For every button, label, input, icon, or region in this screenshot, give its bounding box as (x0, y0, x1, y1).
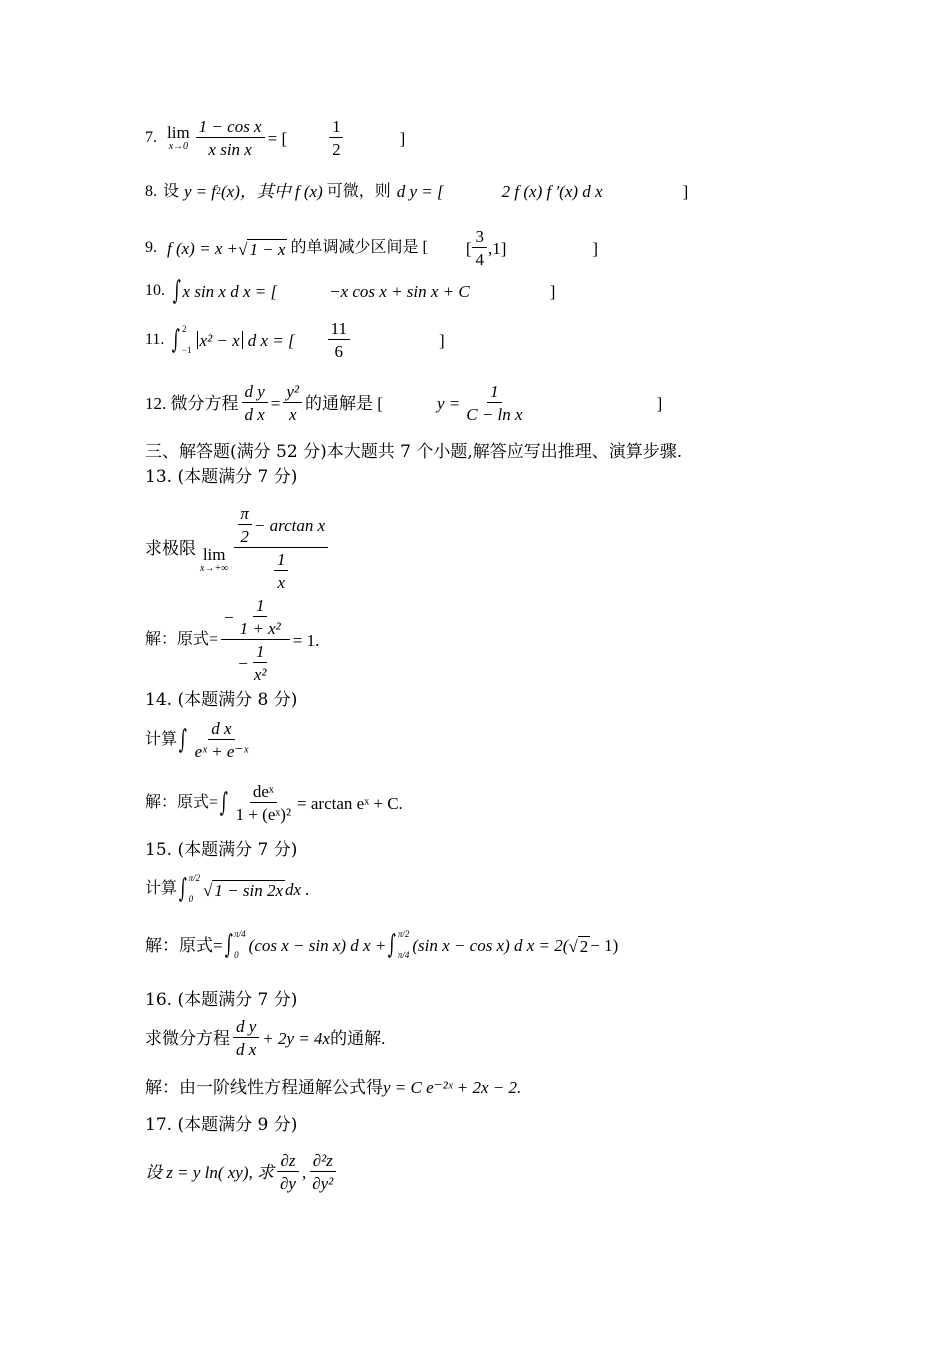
q9-number: 9. (145, 239, 157, 256)
q7-equals: = [ (267, 128, 288, 148)
q11: 11. ∫ 2 −1 x² − x d x = [ $\frac{11}{6}$ ] (145, 319, 445, 361)
q7-close-bracket: ] (399, 128, 406, 148)
q12: 12. 微分方程 $\frac{\text{d y}}{\text{d x}}$ = $\frac{\text{y²}}{x}$ 的通解是 [ y = $\frac{1}{\text{C − ln x}}$ ] (145, 382, 663, 424)
q9-sqrt: √ 1 − x (238, 239, 286, 259)
q8-number: 8. (145, 182, 157, 200)
q7-answer: $\frac{1}{2}$ (329, 118, 344, 158)
q14-title: 14. (本题满分 8 分) (145, 690, 298, 710)
q8: 8. 设 y = f 2 (x)，其中 f (x) 可微，则 d y = [ 2 f (x) f ′(x) d x ] (145, 182, 689, 201)
q12-rhs: $\frac{\text{y²}}{x}$ (283, 383, 302, 423)
q17-title: 17. (本题满分 9 分) (145, 1115, 298, 1135)
q8-close-bracket: ] (682, 182, 689, 201)
q12-close-bracket: ] (656, 393, 663, 413)
q12-number: 12. 微分方程 (145, 393, 239, 413)
q15-problem: 计算 ∫ π/2 0 √ 1 − sin 2x dx . (145, 873, 310, 904)
q14-solution: 解：原式= ∫ $\frac{\text{deˣ}}{\text{1 + (eˣ)²}}$ = arctan eˣ + C. (145, 782, 403, 824)
q13-title: 13. (本题满分 7 分) (145, 467, 298, 487)
q13-problem: 求极限 lim x→+∞ $\frac{\pi}{2}$ − arctan x $\frac{1}{x}$ (145, 505, 331, 591)
q15-title: 15. (本题满分 7 分) (145, 840, 298, 860)
q10-number: 10. (145, 282, 165, 299)
q11-number: 11. (145, 331, 165, 348)
q10-close-bracket: ] (549, 281, 556, 301)
q9-close-bracket: ] (592, 238, 599, 258)
q9: 9. f (x) = x + √ 1 − x 的单调减少区间是 [ [ $\frac{3}{4}$ ,1] ] (145, 227, 599, 269)
q11-answer: $\frac{11}{6}$ (328, 320, 350, 360)
q10-integral-sign: ∫ (172, 276, 181, 306)
q10-answer: −x cos x + sin x + C (329, 281, 470, 301)
q16-title: 16. (本题满分 7 分) (145, 990, 298, 1010)
q7-limit: lim x→0 (167, 123, 190, 152)
q14-problem: 计算 ∫ $\frac{\text{d x}}{\text{eˣ + e⁻ˣ}}$ (145, 719, 249, 761)
q8-answer: 2 f (x) f ′(x) d x (501, 182, 603, 201)
q16-solution: 解：由一阶线性方程通解公式得 y = C e⁻²ˣ + 2x − 2. (145, 1078, 522, 1097)
q7-fraction: $\frac{\text{1 − cos x}}{\text{x sin x}}$ (196, 118, 265, 158)
q12-derivative: $\frac{\text{d y}}{\text{d x}}$ (242, 383, 268, 423)
section-3-heading: 三、解答题(满分 52 分)本大题共 7 个小题,解答应写出推理、演算步骤. (145, 442, 683, 462)
q7 (145, 118, 405, 158)
q11-integral-sign: ∫ (172, 325, 181, 355)
q16-problem: 求微分方程 $\frac{\text{d y}}{\text{d x}}$ + 2y = 4x 的通解. (145, 1017, 386, 1059)
q13-fraction: $\frac{\pi}{2}$ − arctan x $\frac{1}{x}$ (234, 505, 328, 591)
q15-solution: 解：原式= ∫ π/4 0 (cos x − sin x) d x + ∫ π/2 π/4 (sin x − cos x) d x = 2( √ 2 − 1) (145, 929, 619, 960)
q7-number: 7. (145, 129, 157, 146)
q10: 10. ∫ x sin x d x = [ −x cos x + sin x + C ] (145, 276, 556, 306)
q11-close-bracket: ] (438, 330, 445, 350)
q12-answer: $\frac{1}{\text{C − ln x}}$ (466, 382, 523, 424)
q17-problem: 设 z = y ln( xy), 求 $\frac{\partial z}{\partial y}$ , $\frac{\text{∂²z}}{\text{∂y²}}$ (145, 1152, 339, 1192)
q9-answer-fraction: $\frac{3}{4}$ (472, 228, 487, 268)
q13-solution: 解：原式= − $\frac{1}{\text{1 + x²}}$ − $\frac{1}{\text{x²}}$ = 1. (145, 596, 320, 684)
